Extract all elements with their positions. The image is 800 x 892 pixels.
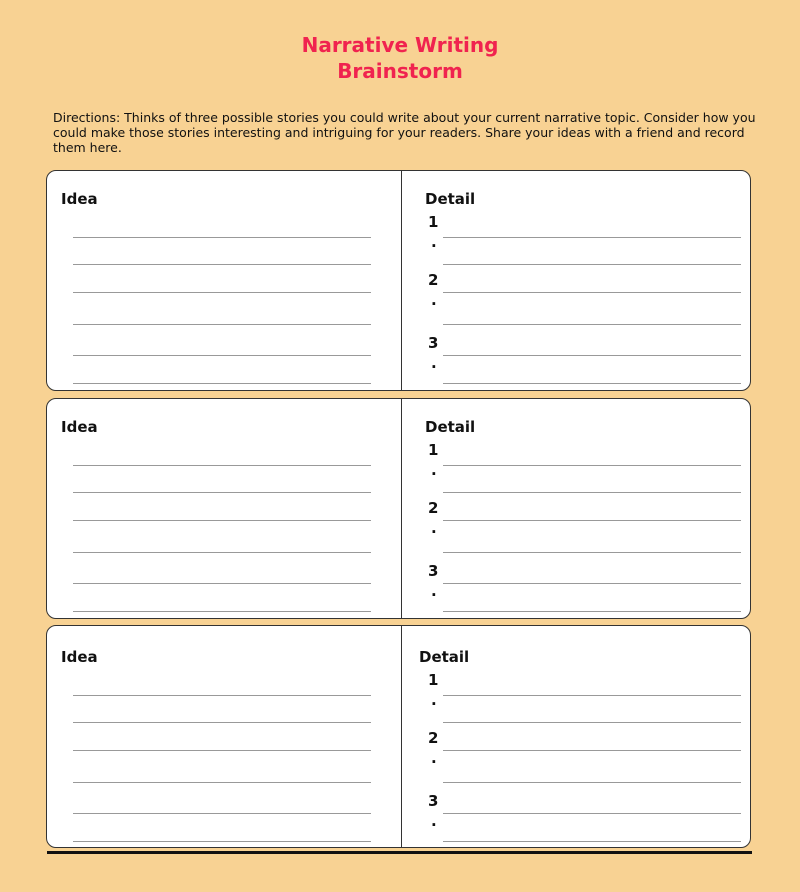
detail-number-3: 3 [428,334,439,352]
detail-marker: . [431,233,437,251]
detail-number-2: 2 [428,499,439,517]
detail-line[interactable] [443,383,741,384]
detail-line[interactable] [443,583,741,584]
idea-label: Idea [61,648,98,666]
detail-line[interactable] [443,611,741,612]
detail-line[interactable] [443,492,741,493]
page-title [0,32,800,84]
bottom-divider [47,851,752,854]
idea-line[interactable] [73,324,371,325]
idea-line[interactable] [73,292,371,293]
title-line-1: Narrative Writing [301,33,499,57]
detail-marker: . [431,291,437,309]
idea-line[interactable] [73,813,371,814]
detail-marker: . [431,354,437,372]
detail-marker: . [431,519,437,537]
detail-marker: . [431,812,437,830]
detail-number-3: 3 [428,792,439,810]
idea-line[interactable] [73,264,371,265]
detail-line[interactable] [443,465,741,466]
brainstorm-box-2 [46,398,751,619]
brainstorm-box-3 [46,625,751,848]
detail-number-3: 3 [428,562,439,580]
brainstorm-box-1 [46,170,751,391]
detail-line[interactable] [443,750,741,751]
idea-line[interactable] [73,492,371,493]
title-line-2: Brainstorm [337,59,463,83]
detail-number-2: 2 [428,729,439,747]
detail-marker: . [431,461,437,479]
detail-line[interactable] [443,355,741,356]
detail-line[interactable] [443,264,741,265]
detail-marker: . [431,582,437,600]
detail-label: Detail [419,648,470,666]
detail-line[interactable] [443,324,741,325]
detail-marker: . [431,691,437,709]
idea-line[interactable] [73,583,371,584]
detail-line[interactable] [443,520,741,521]
detail-line[interactable] [443,552,741,553]
idea-line[interactable] [73,237,371,238]
column-divider [401,399,402,618]
idea-line[interactable] [73,611,371,612]
idea-line[interactable] [73,520,371,521]
idea-line[interactable] [73,552,371,553]
detail-line[interactable] [443,292,741,293]
idea-line[interactable] [73,355,371,356]
column-divider [401,626,402,847]
directions-text: Directions: Thinks of three possible stories you could write about your current narrative topic. Consider how you could make those stories interesting and intriguing for your readers. Share your ideas with a friend and record them here. [53,110,756,155]
idea-line[interactable] [73,841,371,842]
detail-label: Detail [425,418,476,436]
detail-marker: . [431,749,437,767]
detail-line[interactable] [443,813,741,814]
detail-number-1: 1 [428,213,439,231]
detail-label: Detail [425,190,476,208]
idea-line[interactable] [73,695,371,696]
idea-line[interactable] [73,465,371,466]
idea-line[interactable] [73,383,371,384]
detail-line[interactable] [443,841,741,842]
detail-line[interactable] [443,237,741,238]
detail-line[interactable] [443,695,741,696]
detail-number-2: 2 [428,271,439,289]
idea-label: Idea [61,190,98,208]
idea-line[interactable] [73,750,371,751]
idea-line[interactable] [73,722,371,723]
column-divider [401,171,402,390]
detail-line[interactable] [443,782,741,783]
detail-number-1: 1 [428,441,439,459]
detail-number-1: 1 [428,671,439,689]
idea-label: Idea [61,418,98,436]
idea-line[interactable] [73,782,371,783]
detail-line[interactable] [443,722,741,723]
